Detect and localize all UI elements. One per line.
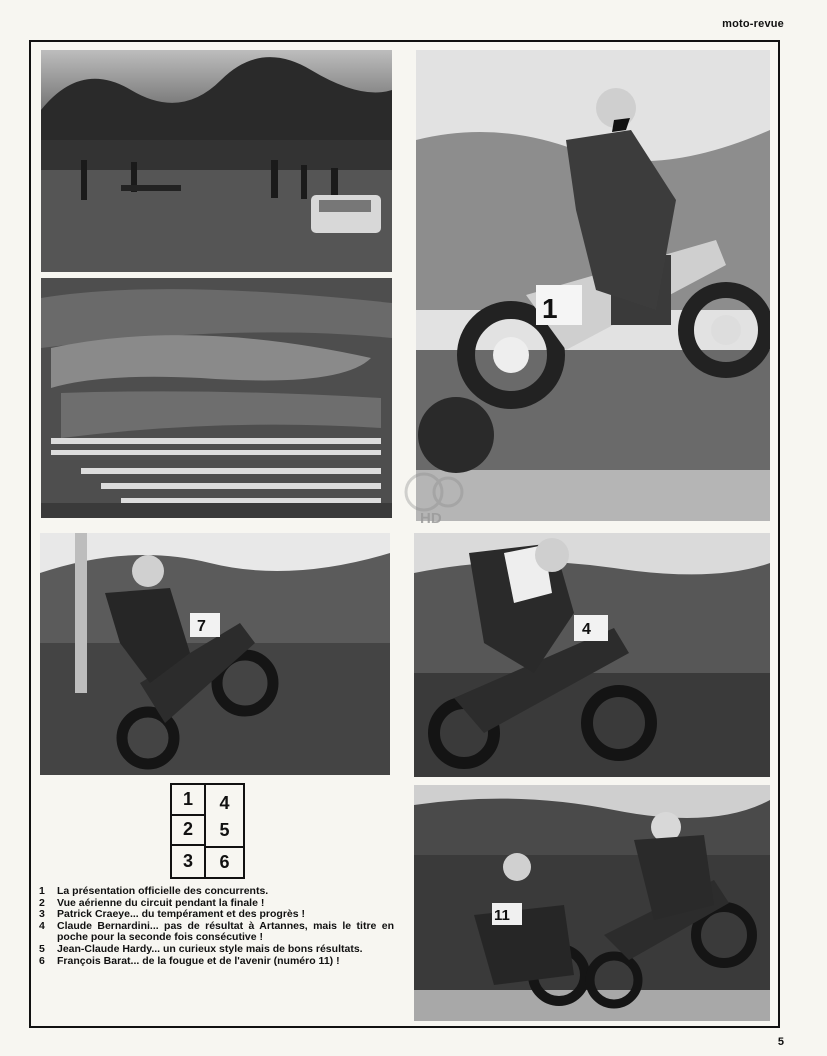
- caption-item: [39, 944, 394, 956]
- caption-text: Claude Bernardini... pas de résultat à Artannes, mais le titre en poche pour la seconde fois consécutive !: [57, 919, 394, 944]
- grid-cell-5: 5: [219, 820, 230, 841]
- photo-rider-jump-1: [416, 50, 770, 521]
- photo-aerial-circuit: [41, 278, 392, 518]
- svg-text:11: 11: [494, 907, 510, 924]
- caption-text: Vue aérienne du circuit pendant la finale !: [57, 896, 265, 909]
- caption-number: 6: [39, 954, 45, 967]
- caption-item: [39, 921, 394, 944]
- grid-cell-6: 6: [206, 846, 243, 877]
- grid-cell-1: 1: [172, 785, 206, 816]
- caption-number: 5: [39, 942, 45, 955]
- photo-rider-3: [40, 533, 390, 775]
- caption-text: François Barat... de la fougue et de l'avenir (numéro 11) !: [57, 954, 340, 967]
- caption-text: La présentation officielle des concurrents.: [57, 885, 269, 897]
- page-number: 5: [777, 1036, 784, 1048]
- magazine-name: moto-revue: [722, 18, 784, 30]
- photo-captions: [39, 886, 394, 967]
- caption-number: 3: [39, 908, 45, 921]
- photo-rider-6: [414, 785, 770, 1021]
- grid-cell-3: 3: [172, 846, 206, 877]
- photo-rider-4: [414, 533, 770, 777]
- grid-cell-2: 2: [172, 816, 206, 847]
- photo-number-grid: [170, 783, 245, 879]
- photo-parade: [41, 50, 392, 272]
- caption-text: Jean-Claude Hardy... un curieux style mais de bons résultats.: [57, 942, 363, 955]
- caption-item: [39, 956, 394, 968]
- grid-cell-4: 4: [219, 792, 230, 813]
- svg-text:7: 7: [197, 618, 206, 635]
- caption-number: 4: [39, 919, 45, 932]
- caption-number: 1: [39, 885, 45, 897]
- svg-text:1: 1: [542, 293, 558, 324]
- caption-item: [39, 886, 394, 898]
- svg-text:4: 4: [582, 621, 591, 638]
- caption-text: Patrick Craeye... du tempérament et des progrès !: [57, 908, 306, 921]
- watermark-text: HD: [420, 510, 442, 527]
- caption-number: 2: [39, 896, 45, 909]
